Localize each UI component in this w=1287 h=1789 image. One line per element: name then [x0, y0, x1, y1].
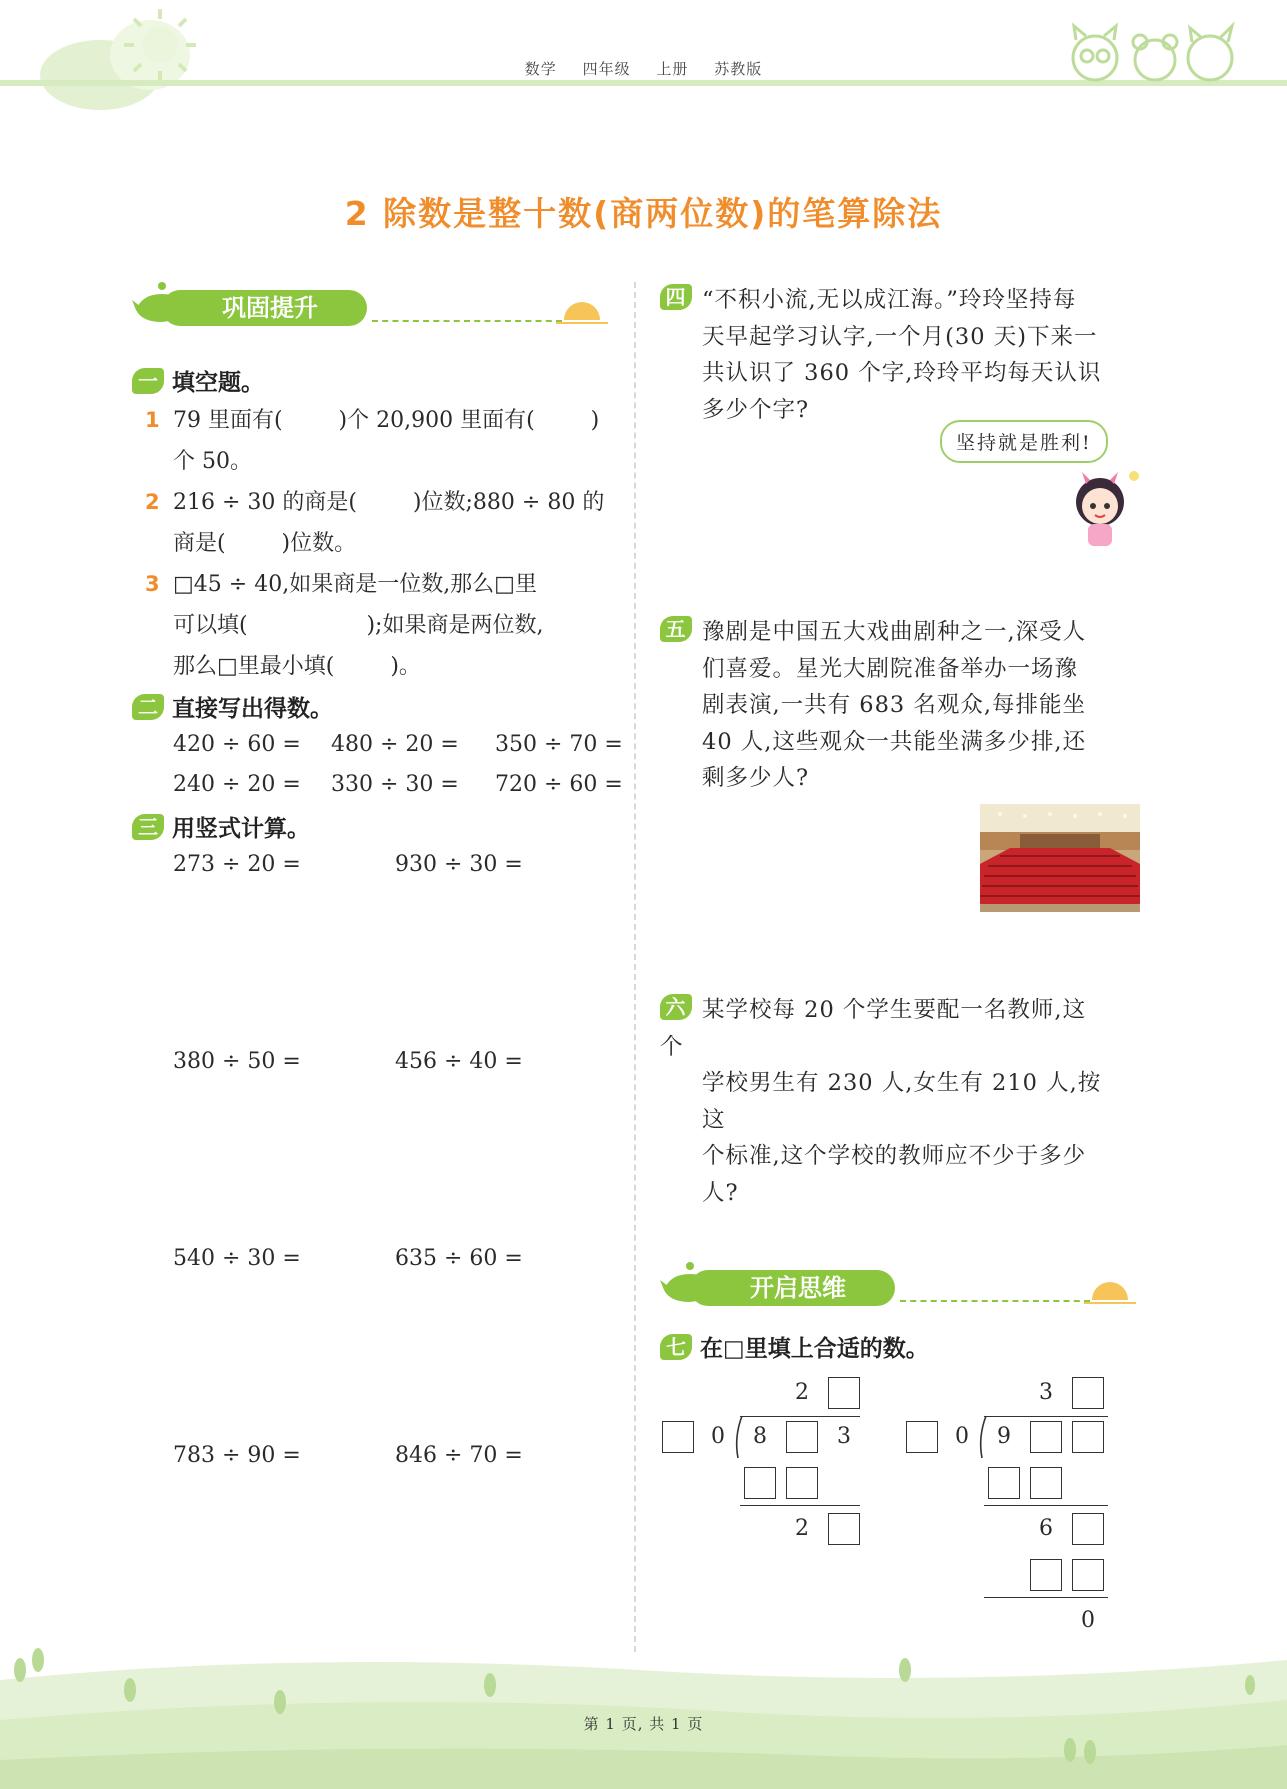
vertical-calc-item: 273 ÷ 20 =	[173, 852, 301, 877]
q5-line: 剧表演,一共有 683 名观众,每排能坐	[702, 692, 1087, 718]
section-banner-consolidate	[132, 288, 612, 338]
blank-box[interactable]	[1030, 1559, 1062, 1591]
q5-line: 们喜爱。星光大剧院准备举办一场豫	[702, 655, 1079, 682]
q1-item-2-line-1: 216 ÷ 30 的商是( )位数;880 ÷ 80 的	[173, 490, 605, 515]
vertical-calc-item: 783 ÷ 90 =	[173, 1443, 301, 1468]
q6-line: 人?	[702, 1179, 739, 1206]
q6-line: 学校男生有 230 人,女生有 210 人,按这	[702, 1070, 1102, 1133]
blank-box[interactable]	[1072, 1559, 1104, 1591]
q4-problem	[660, 282, 1105, 428]
oral-calc-item: 350 ÷ 70 =	[495, 732, 623, 757]
q1-item-3-line-1: □45 ÷ 40,如果商是一位数,那么□里	[173, 572, 537, 597]
q4-line-text: “不积小流,无以成江海。”玲玲坚持每	[702, 287, 1077, 313]
dividend-digit: 9	[997, 1424, 1011, 1449]
page-footer: 第 1 页, 共 1 页	[583, 1715, 704, 1733]
q3-badge: 三	[132, 814, 164, 840]
q1-item-3-number: 3	[145, 572, 160, 596]
oral-calc-item: 330 ÷ 30 =	[331, 772, 459, 797]
blank-box[interactable]	[906, 1421, 938, 1453]
q5-line: 40 人,这些观众一共能坐满多少排,还	[702, 728, 1087, 755]
q1-item-3-line-3: 那么□里最小填( )。	[173, 654, 421, 679]
q6-line-text: 某学校每 20 个学生要配一名教师,这个	[660, 997, 1087, 1060]
blank-box[interactable]	[988, 1467, 1020, 1499]
q4-line: 共认识了 360 个字,玲玲平均每天认识	[702, 360, 1102, 386]
section-title-thinking: 开启思维	[690, 1270, 895, 1306]
q2-heading-text: 直接写出得数。	[172, 696, 333, 722]
oral-calc-item: 420 ÷ 60 =	[173, 732, 301, 757]
column-divider	[634, 282, 636, 1652]
cartoon-animals-icon	[1060, 18, 1250, 84]
q5-badge: 五	[660, 616, 692, 642]
oral-calc-item: 720 ÷ 60 =	[495, 772, 623, 797]
sunset-line	[556, 322, 608, 324]
q4-badge: 四	[660, 284, 692, 310]
theater-photo	[980, 804, 1140, 912]
blank-box[interactable]	[1030, 1467, 1062, 1499]
q2-badge: 二	[132, 694, 164, 720]
blank-box[interactable]	[1072, 1421, 1104, 1453]
q1-badge: 一	[132, 368, 164, 394]
q7-badge: 七	[660, 1334, 692, 1360]
remainder-digit: 2	[795, 1516, 809, 1541]
banner-dash-line	[900, 1300, 1090, 1302]
q2-heading	[132, 690, 333, 723]
q1-item-1-line-2: 个 50。	[173, 449, 252, 474]
oral-calc-item: 240 ÷ 20 =	[173, 772, 301, 797]
divisor-digit: 0	[711, 1424, 725, 1449]
q1-heading-text: 填空题。	[172, 370, 264, 396]
blank-box[interactable]	[786, 1421, 818, 1453]
q6-problem	[660, 992, 1105, 1211]
header-grade: 四年级	[582, 60, 631, 78]
vertical-calc-item: 846 ÷ 70 =	[395, 1443, 523, 1468]
q3-heading-text: 用竖式计算。	[172, 816, 310, 842]
vertical-calc-item: 380 ÷ 50 =	[173, 1049, 301, 1074]
girl-cartoon-icon	[1060, 462, 1150, 552]
q1-item-1-number: 1	[145, 408, 160, 432]
header-volume: 上册	[656, 60, 689, 78]
division-bar	[740, 1416, 860, 1417]
q1-item-2-line-2: 商是( )位数。	[173, 531, 357, 556]
page-title: 2 除数是整十数(商两位数)的笔算除法	[344, 194, 943, 233]
blank-box[interactable]	[1030, 1421, 1062, 1453]
section-title-consolidate: 巩固提升	[162, 290, 367, 326]
vertical-calc-item: 930 ÷ 30 =	[395, 852, 523, 877]
q4-line: 多少个字?	[702, 396, 810, 423]
subtract-line	[740, 1505, 860, 1506]
blank-box[interactable]	[744, 1467, 776, 1499]
dividend-digit: 3	[837, 1424, 851, 1449]
subtract-line	[984, 1597, 1108, 1598]
q6-line	[660, 992, 1105, 1065]
q5-problem	[660, 614, 1105, 797]
sunset-line	[1084, 1302, 1136, 1304]
q5-line: 剩多少人?	[702, 765, 810, 791]
vertical-calc-item: 456 ÷ 40 =	[395, 1049, 523, 1074]
banner-dash-line	[372, 320, 562, 322]
blank-box[interactable]	[1072, 1377, 1104, 1409]
quotient-digit: 2	[795, 1380, 809, 1405]
header-edition: 苏教版	[714, 60, 763, 78]
blank-box[interactable]	[786, 1467, 818, 1499]
q1-item-2-number: 2	[145, 490, 160, 514]
q6-badge: 六	[660, 994, 692, 1020]
q1-item-3-line-2: 可以填( );如果商是两位数,	[173, 613, 544, 638]
blank-box[interactable]	[662, 1421, 694, 1453]
q4-line	[660, 282, 1105, 319]
section-banner-thinking	[660, 1268, 1140, 1318]
q6-line: 个标准,这个学校的教师应不少于多少	[702, 1143, 1087, 1169]
vertical-calc-item: 635 ÷ 60 =	[395, 1246, 523, 1271]
final-remainder-digit: 0	[1081, 1608, 1095, 1633]
quotient-digit: 3	[1039, 1380, 1053, 1405]
q3-heading	[132, 810, 310, 843]
division-bar	[984, 1416, 1108, 1417]
step-digit: 6	[1039, 1516, 1053, 1541]
header-subject: 数学	[524, 60, 557, 78]
blank-box[interactable]	[1072, 1513, 1104, 1545]
divisor-digit: 0	[955, 1424, 969, 1449]
q5-line-text: 豫剧是中国五大戏曲剧种之一,深受人	[702, 619, 1087, 645]
vertical-calc-item: 540 ÷ 30 =	[173, 1246, 301, 1271]
q7-heading-text: 在□里填上合适的数。	[700, 1336, 929, 1362]
q1-heading	[132, 364, 264, 397]
sunset-icon	[564, 302, 600, 320]
oral-calc-item: 480 ÷ 20 =	[331, 732, 459, 757]
long-division-1	[660, 1375, 870, 1555]
q1-item-1-line-1: 79 里面有( )个 20,900 里面有( )	[173, 408, 600, 433]
sunset-icon	[1092, 1282, 1128, 1300]
blank-box[interactable]	[828, 1377, 860, 1409]
subtract-line	[984, 1505, 1108, 1506]
speech-bubble: 坚持就是胜利!	[940, 420, 1108, 463]
blank-box[interactable]	[828, 1513, 860, 1545]
q7-heading	[660, 1330, 929, 1363]
dividend-digit: 8	[753, 1424, 767, 1449]
q4-line: 天早起学习认字,一个月(30 天)下来一	[702, 323, 1098, 350]
long-division-2	[904, 1375, 1114, 1635]
q5-line	[660, 614, 1105, 651]
